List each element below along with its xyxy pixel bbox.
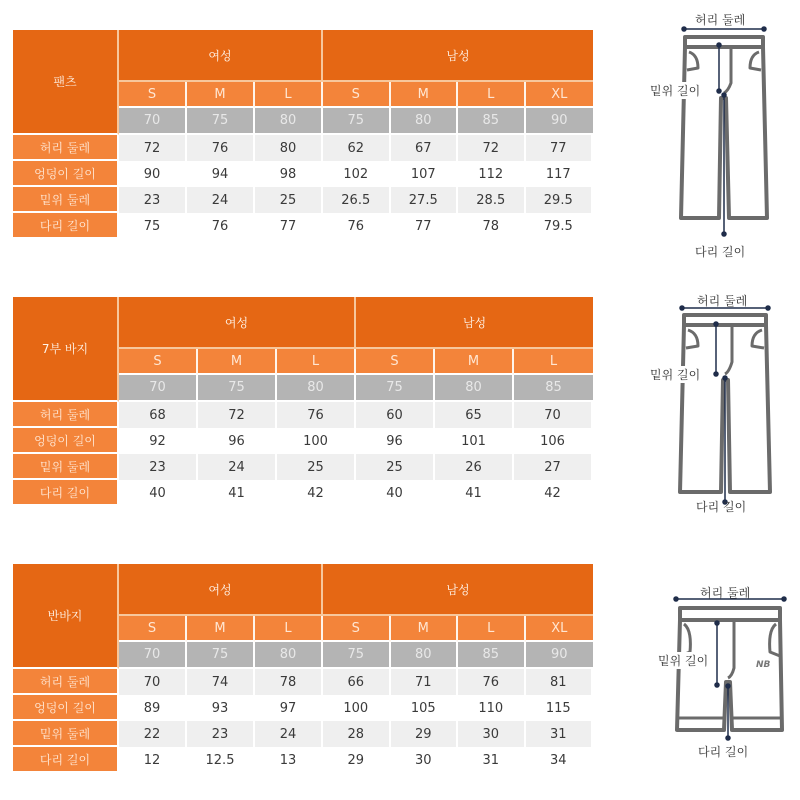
- leg-length-label: 다리 길이: [695, 245, 746, 259]
- table-cell: 23: [187, 721, 255, 747]
- table-cell: 42: [277, 480, 356, 506]
- rise-length-label: 밑위 길이: [650, 84, 701, 98]
- table-row: [13, 402, 593, 428]
- size-label: M: [198, 349, 277, 375]
- table-cell: 70: [514, 402, 593, 428]
- group-header-men: 남성: [323, 564, 593, 616]
- table-cell: 76: [323, 213, 391, 239]
- row-label: 밑위 둘레: [13, 454, 119, 480]
- table-cell: 97: [255, 695, 323, 721]
- table-cell: 75: [119, 213, 187, 239]
- table-row: [13, 669, 593, 695]
- table-cell: 112: [458, 161, 526, 187]
- table-cell: 29.5: [526, 187, 594, 213]
- size-label: L: [458, 82, 526, 108]
- table-cell: 13: [255, 747, 323, 773]
- table-cell: 102: [323, 161, 391, 187]
- table-cell: 31: [526, 721, 594, 747]
- table-cell: 24: [198, 454, 277, 480]
- table-cell: 90: [119, 161, 187, 187]
- table-cell: 60: [356, 402, 435, 428]
- table-cell: 22: [119, 721, 187, 747]
- table-cell: 93: [187, 695, 255, 721]
- waist-size-number: 90: [526, 108, 594, 135]
- size-label: M: [187, 82, 255, 108]
- table-cell: 25: [356, 454, 435, 480]
- table-cell: 79.5: [526, 213, 594, 239]
- table-cell: 106: [514, 428, 593, 454]
- table-cell: 77: [255, 213, 323, 239]
- table-cell: 65: [435, 402, 514, 428]
- size-label: S: [119, 349, 198, 375]
- table-cell: 76: [187, 135, 255, 161]
- table-cell: 92: [119, 428, 198, 454]
- table-cell: 24: [187, 187, 255, 213]
- table-cell: 28: [323, 721, 391, 747]
- leg-length-label: 다리 길이: [698, 745, 749, 759]
- waist-size-number: 85: [458, 108, 526, 135]
- row-label: 엉덩이 길이: [13, 428, 119, 454]
- table-row: [13, 721, 593, 747]
- waist-size-number: 70: [119, 642, 187, 669]
- row-label: 다리 길이: [13, 480, 119, 506]
- size-label: L: [255, 82, 323, 108]
- table-cell: 107: [391, 161, 459, 187]
- table-cell: 76: [277, 402, 356, 428]
- waist-size-number: 75: [323, 642, 391, 669]
- table-cell: 96: [198, 428, 277, 454]
- size-label: L: [277, 349, 356, 375]
- table-cell: 115: [526, 695, 594, 721]
- size-table-pants: [13, 30, 593, 239]
- row-label: 다리 길이: [13, 213, 119, 239]
- cropped-pants-outline-icon: [650, 302, 800, 522]
- size-label: S: [119, 616, 187, 642]
- row-label: 엉덩이 길이: [13, 695, 119, 721]
- table-cell: 117: [526, 161, 594, 187]
- table-cell: 28.5: [458, 187, 526, 213]
- table-cell: 100: [277, 428, 356, 454]
- table-cell: 67: [391, 135, 459, 161]
- row-label: 허리 둘레: [13, 135, 119, 161]
- table-cell: 68: [119, 402, 198, 428]
- size-label: S: [323, 82, 391, 108]
- table-cell: 27.5: [391, 187, 459, 213]
- waist-size-number: 80: [391, 108, 459, 135]
- table-cell: 41: [435, 480, 514, 506]
- table-cell: 26: [435, 454, 514, 480]
- size-label: M: [391, 616, 459, 642]
- table-cell: 78: [458, 213, 526, 239]
- table-cell: 27: [514, 454, 593, 480]
- table-cell: 40: [119, 480, 198, 506]
- table-cell: 76: [458, 669, 526, 695]
- size-label: M: [391, 82, 459, 108]
- waist-size-number: 70: [119, 108, 187, 135]
- group-header-women: 여성: [119, 564, 323, 616]
- waist-size-number: 80: [435, 375, 514, 402]
- table-cell: 41: [198, 480, 277, 506]
- size-table-shorts: [13, 564, 593, 773]
- row-label: 밑위 둘레: [13, 721, 119, 747]
- table-cell: 110: [458, 695, 526, 721]
- table-cell: 23: [119, 187, 187, 213]
- table-cell: 100: [323, 695, 391, 721]
- table-cell: 23: [119, 454, 198, 480]
- waist-size-number: 75: [187, 642, 255, 669]
- size-label: M: [187, 616, 255, 642]
- group-header-men: 남성: [323, 30, 593, 82]
- table-cell: 101: [435, 428, 514, 454]
- table-cell: 12: [119, 747, 187, 773]
- group-header-men: 남성: [356, 297, 593, 349]
- cropped-pants-measurement-diagram: [650, 294, 800, 522]
- waist-size-number: 70: [119, 375, 198, 402]
- row-label: 밑위 둘레: [13, 187, 119, 213]
- table-cell: 76: [187, 213, 255, 239]
- waist-size-number: 85: [458, 642, 526, 669]
- table-cell: 29: [323, 747, 391, 773]
- waist-size-number: 75: [323, 108, 391, 135]
- waist-size-number: 80: [255, 108, 323, 135]
- table-cell: 30: [391, 747, 459, 773]
- table-row: [13, 480, 593, 506]
- shorts-measurement-diagram: [658, 586, 800, 770]
- table-cell: 31: [458, 747, 526, 773]
- leg-length-label: 다리 길이: [696, 500, 747, 514]
- table-cell: 26.5: [323, 187, 391, 213]
- table-cell: 34: [526, 747, 594, 773]
- table-cell: 89: [119, 695, 187, 721]
- brand-logo: NB: [756, 660, 771, 670]
- table-cell: 77: [391, 213, 459, 239]
- table-cell: 71: [391, 669, 459, 695]
- table-cell: 96: [356, 428, 435, 454]
- table-cell: 77: [526, 135, 594, 161]
- table-cell: 80: [255, 135, 323, 161]
- size-label: L: [255, 616, 323, 642]
- table-cell: 30: [458, 721, 526, 747]
- table-cell: 40: [356, 480, 435, 506]
- group-header-women: 여성: [119, 30, 323, 82]
- table-row: [13, 135, 593, 161]
- waist-size-number: 75: [356, 375, 435, 402]
- row-label: 엉덩이 길이: [13, 161, 119, 187]
- table-cell: 81: [526, 669, 594, 695]
- size-label: S: [119, 82, 187, 108]
- size-label: S: [356, 349, 435, 375]
- group-header-women: 여성: [119, 297, 356, 349]
- table-category-label: 반바지: [13, 564, 119, 669]
- table-category-label: 팬츠: [13, 30, 119, 135]
- size-label: S: [323, 616, 391, 642]
- waist-circumference-label: 허리 둘레: [697, 294, 748, 308]
- table-row: [13, 747, 593, 773]
- waist-size-number: 90: [526, 642, 594, 669]
- row-label: 허리 둘레: [13, 669, 119, 695]
- table-cell: 72: [198, 402, 277, 428]
- table-row: [13, 213, 593, 239]
- waist-size-number: 80: [277, 375, 356, 402]
- waist-circumference-label: 허리 둘레: [700, 586, 751, 600]
- table-cell: 12.5: [187, 747, 255, 773]
- table-row: [13, 695, 593, 721]
- table-cell: 42: [514, 480, 593, 506]
- table-cell: 72: [458, 135, 526, 161]
- table-row: [13, 454, 593, 480]
- size-label: L: [458, 616, 526, 642]
- table-cell: 74: [187, 669, 255, 695]
- table-cell: 94: [187, 161, 255, 187]
- rise-length-label: 밑위 길이: [650, 368, 701, 382]
- size-table-cropped-pants: [13, 297, 593, 506]
- size-label: XL: [526, 616, 594, 642]
- size-label: XL: [526, 82, 594, 108]
- waist-size-number: 75: [187, 108, 255, 135]
- table-cell: 78: [255, 669, 323, 695]
- waist-circumference-label: 허리 둘레: [695, 13, 746, 27]
- table-cell: 24: [255, 721, 323, 747]
- table-cell: 98: [255, 161, 323, 187]
- size-label: M: [435, 349, 514, 375]
- table-row: [13, 428, 593, 454]
- waist-size-number: 80: [255, 642, 323, 669]
- row-label: 다리 길이: [13, 747, 119, 773]
- pants-measurement-diagram: [650, 13, 800, 263]
- size-label: L: [514, 349, 593, 375]
- table-cell: 29: [391, 721, 459, 747]
- table-row: [13, 161, 593, 187]
- waist-size-number: 75: [198, 375, 277, 402]
- table-cell: 25: [255, 187, 323, 213]
- row-label: 허리 둘레: [13, 402, 119, 428]
- waist-size-number: 80: [391, 642, 459, 669]
- table-cell: 70: [119, 669, 187, 695]
- table-cell: 25: [277, 454, 356, 480]
- rise-length-label: 밑위 길이: [658, 654, 709, 668]
- table-row: [13, 187, 593, 213]
- waist-size-number: 85: [514, 375, 593, 402]
- table-cell: 62: [323, 135, 391, 161]
- table-cell: 72: [119, 135, 187, 161]
- table-cell: 105: [391, 695, 459, 721]
- table-cell: 66: [323, 669, 391, 695]
- pants-outline-icon: [650, 18, 800, 263]
- table-category-label: 7부 바지: [13, 297, 119, 402]
